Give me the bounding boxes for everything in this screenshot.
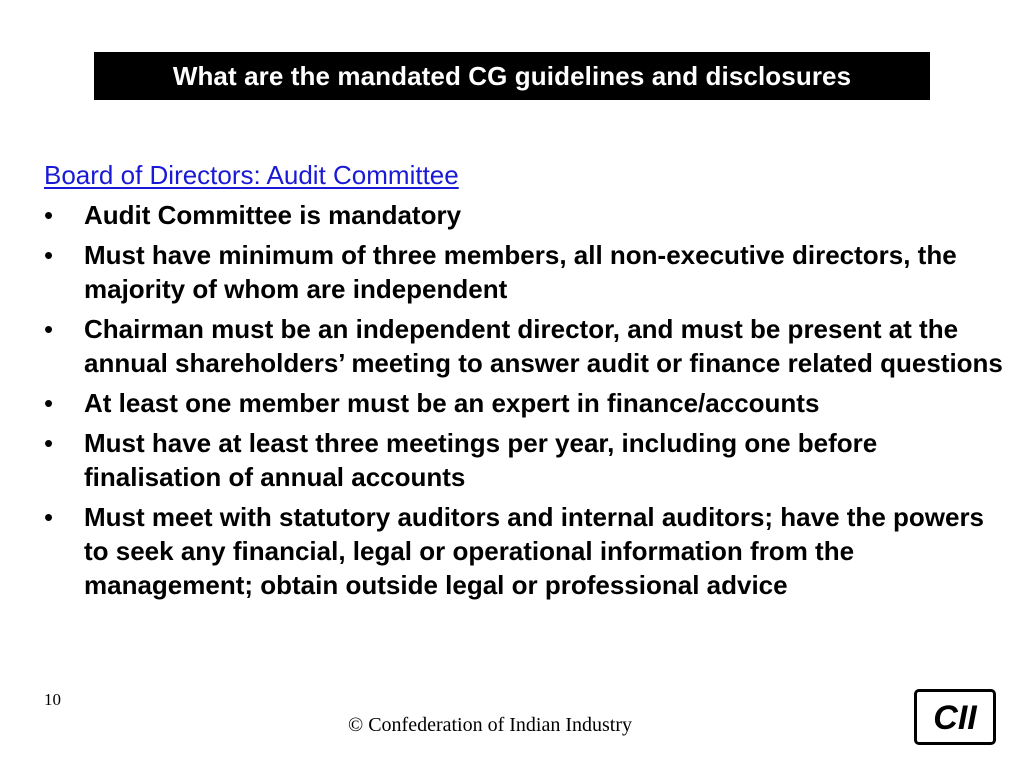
bullet-item xyxy=(44,500,1004,602)
cii-logo-icon xyxy=(914,689,996,745)
slide-title: What are the mandated CG guidelines and disclosures xyxy=(172,60,852,91)
bullet-text: Chairman must be an independent director, and must be present at the annual shareholders’ meeting to answer audit or finance related questions xyxy=(84,314,1003,378)
cii-logo-mark xyxy=(920,695,990,739)
bullet-text: Audit Committee is mandatory xyxy=(84,200,462,230)
bullet-text: At least one member must be an expert in finance/accounts xyxy=(84,388,820,418)
section-heading: Board of Directors: Audit Committee xyxy=(44,160,459,190)
bullet-item xyxy=(44,238,1004,306)
bullet-marker: • xyxy=(44,200,54,230)
cii-logo-text: CII xyxy=(933,699,977,737)
bullet-item xyxy=(44,386,1004,420)
bullet-marker: • xyxy=(44,388,54,418)
page-number: 10 xyxy=(44,690,61,709)
bullet-marker: • xyxy=(44,428,54,458)
bullet-item xyxy=(44,312,1004,380)
bullet-text: Must have at least three meetings per year, including one before finalisation of annual accounts xyxy=(84,428,878,492)
bullet-marker: • xyxy=(44,314,54,344)
bullet-marker: • xyxy=(44,240,54,270)
bullet-list xyxy=(44,198,1004,608)
footer-copyright: © Confederation of Indian Industry xyxy=(348,714,633,736)
bullet-text: Must have minimum of three members, all non-executive directors, the majority of whom are independent xyxy=(84,240,957,304)
title-banner xyxy=(94,52,930,100)
bullet-marker: • xyxy=(44,502,54,532)
bullet-item xyxy=(44,426,1004,494)
bullet-text: Must meet with statutory auditors and internal auditors; have the powers to seek any financial, legal or operational information from the management; obtain outside legal or professional advice xyxy=(84,502,985,600)
bullet-item xyxy=(44,198,1004,232)
